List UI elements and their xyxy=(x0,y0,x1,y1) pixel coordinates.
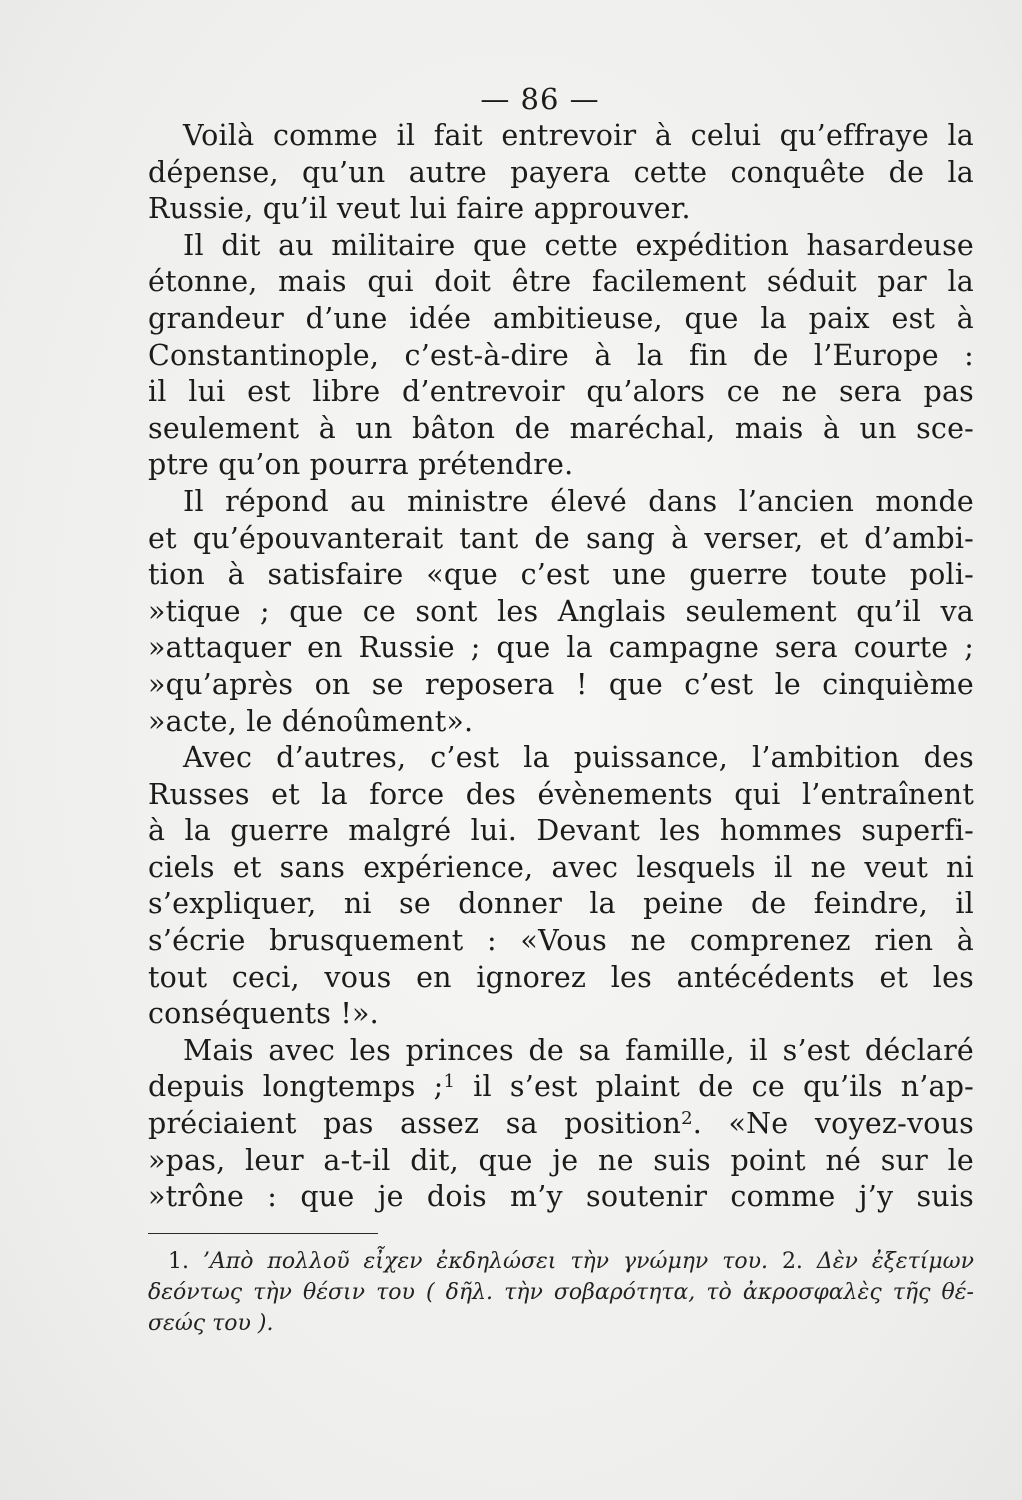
footnote-ref-1: 1 xyxy=(443,1071,456,1093)
text-line-with-footnote-ref xyxy=(148,1106,974,1143)
paragraph-2 xyxy=(148,228,974,484)
text-line: Constantinople, c’est-à-dire à la fin de l’Europe : xyxy=(148,338,974,372)
text-line: à la guerre malgré lui. Devant les hommes superfi- xyxy=(148,814,974,848)
footnote-line: δεόντως τὴν θέσιν του ( δῆλ. τὴν σοβαρότητα, τὸ ἀκροσφαλὲς τῆς θέ- xyxy=(148,1280,974,1305)
paragraph-3 xyxy=(148,484,974,740)
footnote-line: σεώς του ). xyxy=(148,1311,274,1336)
text-line: Il dit au militaire que cette expédition hasardeuse xyxy=(183,228,974,262)
text-line: Voilà comme il fait entrevoir à celui qu’effraye la xyxy=(183,119,974,152)
text-line: grandeur d’une idée ambitieuse, que la paix est à xyxy=(148,301,974,335)
text-line: Mais avec les princes de sa famille, il s’est déclaré xyxy=(183,1033,974,1067)
text-line: ciels et sans expérience, avec lesquels il ne veut ni xyxy=(148,850,974,884)
text-line: s’écrie brusquement : «Vous ne comprenez rien à xyxy=(148,924,974,958)
text-segment: depuis longtemps ; xyxy=(148,1070,444,1104)
body-text xyxy=(148,118,974,1216)
paragraph-5 xyxy=(148,1033,974,1216)
text-line: »attaquer en Russie ; que la campagne sera courte ; xyxy=(148,631,974,665)
text-line: »tique ; que ce sont les Anglais seulement qu’il va xyxy=(148,594,974,628)
text-line: »acte, le dénoûment». xyxy=(148,704,474,738)
text-segment: . «Ne voyez-vous xyxy=(692,1107,974,1141)
text-line: ptre qu’on pourra prétendre. xyxy=(148,448,574,482)
text-line: »qu’après on se reposera ! que c’est le cinquième xyxy=(148,667,974,701)
text-line: dépense, qu’un autre payera cette conquête de la xyxy=(148,155,974,189)
text-line: Il répond au ministre élevé dans l’ancien monde xyxy=(183,484,974,518)
text-line: Russie, qu’il veut lui faire approuver. xyxy=(148,192,691,226)
paragraph-1 xyxy=(148,118,974,228)
text-line: il lui est libre d’entrevoir qu’alors ce ne sera pas xyxy=(148,375,974,409)
paragraph-4 xyxy=(148,740,974,1033)
text-line: Russes et la force des évènements qui l’entraînent xyxy=(148,777,974,811)
footnote-ref-2: 2 xyxy=(681,1108,693,1130)
footnote-divider xyxy=(148,1233,378,1234)
text-line: »trône : que je dois m’y soutenir comme j’y suis xyxy=(148,1180,974,1214)
footnote-line xyxy=(148,1246,974,1277)
text-line: seulement à un bâton de maréchal, mais à un sce- xyxy=(148,411,974,445)
footnotes xyxy=(148,1246,974,1339)
text-line: tion à satisfaire «que c’est une guerre toute poli- xyxy=(148,558,974,592)
footnote-number-2: 2. xyxy=(781,1249,803,1274)
text-line: conséquents !». xyxy=(148,997,379,1031)
text-line: tout ceci, vous en ignorez les antécédents et les xyxy=(148,960,974,994)
text-line: étonne, mais qui doit être facilement séduit par la xyxy=(148,265,974,299)
footnote-number-1: 1. xyxy=(168,1249,189,1274)
page-number: — 86 — xyxy=(480,82,600,116)
footnote-text-2: Δὲν ἐξετίμων xyxy=(816,1249,974,1274)
text-segment: préciaient pas assez sa position xyxy=(148,1107,682,1141)
text-line: »pas, leur a-t-il dit, que je ne suis point né sur le xyxy=(148,1143,974,1177)
text-segment: il s’est plaint de ce qu’ils n’ap- xyxy=(455,1070,975,1104)
text-line: s’expliquer, ni se donner la peine de feindre, il xyxy=(148,887,974,921)
text-line-with-footnote-ref xyxy=(148,1069,974,1106)
text-line: Avec d’autres, c’est la puissance, l’ambition des xyxy=(183,741,974,775)
text-line: et qu’épouvanterait tant de sang à verser, et d’ambi- xyxy=(148,521,974,555)
footnote-text-1: ’Απὸ πολλοῦ εἶχεν ἐκδηλώσει τὴν γνώμην του. xyxy=(202,1249,769,1274)
